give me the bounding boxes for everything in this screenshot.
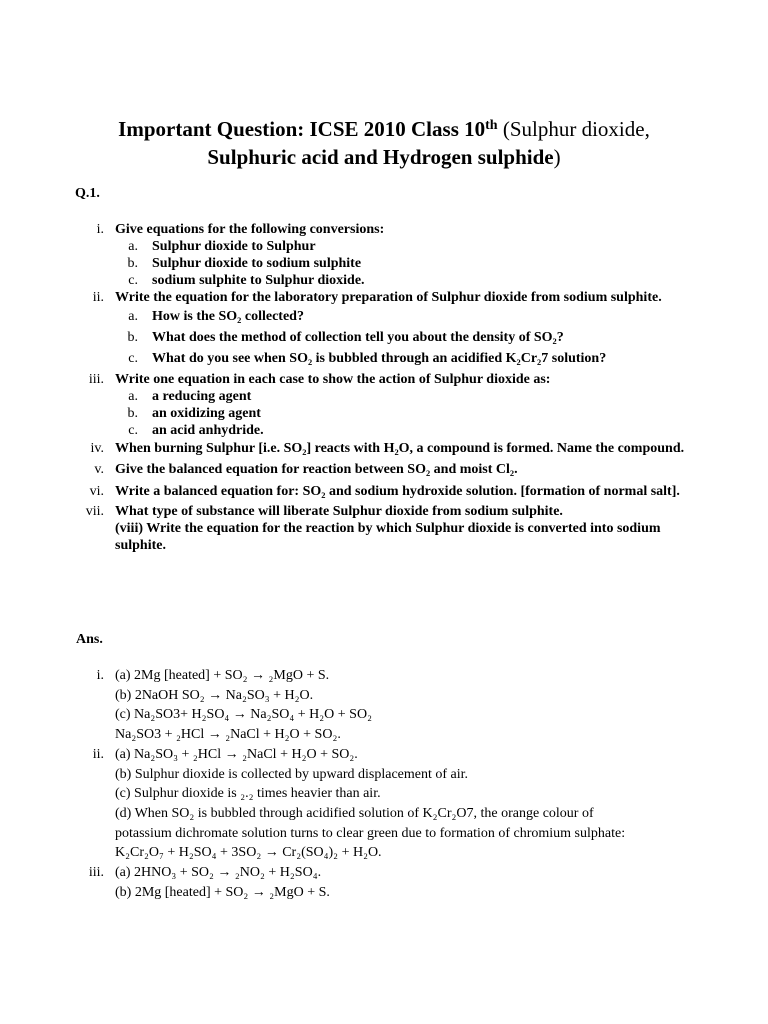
- sub-number: c.: [128, 273, 138, 288]
- sub-number: b.: [127, 330, 138, 345]
- sub-text: What does the method of collection tell you about the density of SO₂?: [152, 330, 564, 345]
- sub-number: b.: [127, 256, 138, 271]
- sub-text: What do you see when SO₂ is bubbled through an acidified K₂Cr₂7 solution?: [152, 351, 607, 366]
- question-vi: [0, 482, 768, 502]
- answer-number: iii.: [88, 865, 104, 881]
- question-v: [0, 461, 768, 478]
- answer-list: [0, 666, 768, 902]
- question-number: iii.: [88, 372, 104, 387]
- answer-line: Na₂SO3 + ₂HCl → ₂NaCl + H₂O + SO₂.: [115, 727, 341, 743]
- sub-item: [0, 405, 768, 422]
- question-text: Write one equation in each case to show the action of Sulphur dioxide as:: [115, 372, 551, 387]
- question-list: [0, 221, 768, 554]
- sub-item: [0, 350, 768, 367]
- question-text: What type of substance will liberate Sulphur dioxide from sodium sulphite.: [115, 504, 563, 519]
- answer-line: (a) 2HNO₃ + SO₂ → ₂NO₂ + H₂SO₄.: [115, 865, 322, 881]
- question-text-viii: (viii) Write the equation for the reaction by which Sulphur dioxide is converted into sodium sulphite.: [115, 521, 661, 553]
- sub-number: b.: [127, 406, 138, 421]
- sub-item: [0, 308, 768, 325]
- sub-text: sodium sulphite to Sulphur dioxide.: [152, 273, 365, 288]
- sub-item: [0, 388, 768, 405]
- answer-line: (a) 2Mg [heated] + SO₂ → ₂MgO + S.: [115, 668, 330, 683]
- question-text: Give the balanced equation for reaction between SO₂ and moist Cl₂.: [115, 462, 518, 477]
- question-number: i.: [96, 222, 104, 237]
- sub-text: a reducing agent: [152, 389, 252, 404]
- answer-line: potassium dichromate solution turns to clear green due to formation of chromium sulphate:: [115, 825, 626, 841]
- question-number: v.: [94, 462, 104, 477]
- sub-text: Sulphur dioxide to Sulphur: [152, 239, 316, 254]
- question-text: Write the equation for the laboratory preparation of Sulphur dioxide from sodium sulphite.: [115, 290, 662, 305]
- question-ii: [0, 289, 768, 306]
- sub-number: a.: [128, 389, 138, 404]
- question-iii: [0, 371, 768, 388]
- sub-item: [0, 272, 768, 289]
- answer-line: (b) 2Mg [heated] + SO₂ → ₂MgO + S.: [115, 884, 330, 900]
- sub-number: a.: [128, 309, 138, 324]
- question-number: ii.: [92, 290, 104, 305]
- sub-text: an acid anhydride.: [152, 423, 264, 438]
- sub-item: [0, 255, 768, 272]
- question-text: Give equations for the following conversions:: [115, 222, 385, 237]
- title-line1: Important Question: ICSE 2010 Class 10: [118, 117, 486, 141]
- title-line2: Sulphuric acid and Hydrogen sulphide: [207, 145, 554, 169]
- question-i: [0, 221, 768, 238]
- question-number: vii.: [85, 504, 104, 519]
- title-paren-close: ): [553, 145, 561, 169]
- answer-line: K₂Cr₂O₇ + H₂SO₄ + 3SO₂ → Cr₂(SO₄)₂ + H₂O.: [115, 845, 382, 861]
- sub-item: [0, 329, 768, 346]
- sub-text: Sulphur dioxide to sodium sulphite: [152, 256, 362, 271]
- question-text: When burning Sulphur [i.e. SO₂] reacts with H₂O, a compound is formed. Name the compound.: [115, 441, 685, 456]
- answer-ii: [0, 745, 768, 863]
- answer-line: (a) Na₂SO₃ + ₂HCl → ₂NaCl + H₂O + SO₂.: [115, 746, 358, 762]
- title-superscript: th: [485, 118, 498, 133]
- answer-iii: [0, 863, 768, 902]
- question-iv: [0, 439, 768, 459]
- sub-item: [0, 238, 768, 255]
- question-text: Write a balanced equation for: SO₂ and sodium hydroxide solution. [formation of normal salt].: [115, 484, 680, 499]
- answer-line: (c) Sulphur dioxide is ₂.₂ times heavier than air.: [115, 786, 381, 802]
- answer-number: ii.: [92, 746, 104, 762]
- answer-line: (b) Sulphur dioxide is collected by upward displacement of air.: [115, 766, 469, 782]
- title-line1-rest: (Sulphur dioxide,: [497, 117, 650, 141]
- document-title: [0, 115, 768, 171]
- question-vii: [0, 503, 768, 554]
- answer-line: (c) Na₂SO3+ H₂SO₄ → Na₂SO₄ + H₂O + SO₂: [115, 707, 372, 723]
- answer-i: [0, 666, 768, 745]
- answer-number: i.: [96, 668, 104, 683]
- sub-number: c.: [128, 351, 138, 366]
- sub-number: a.: [128, 239, 138, 254]
- sub-text: How is the SO₂ collected?: [152, 309, 304, 324]
- question-number: iv.: [90, 441, 104, 456]
- q1-label: Q.1.: [75, 186, 100, 201]
- sub-item: [0, 422, 768, 439]
- ans-label: Ans.: [76, 632, 103, 647]
- question-number: vi.: [89, 484, 104, 499]
- answer-line: (d) When SO₂ is bubbled through acidified solution of K₂Cr₂O7, the orange colour of: [115, 805, 594, 821]
- sub-number: c.: [128, 423, 138, 438]
- answer-line: (b) 2NaOH SO₂ → Na₂SO₃ + H₂O.: [115, 687, 314, 703]
- sub-text: an oxidizing agent: [152, 406, 261, 421]
